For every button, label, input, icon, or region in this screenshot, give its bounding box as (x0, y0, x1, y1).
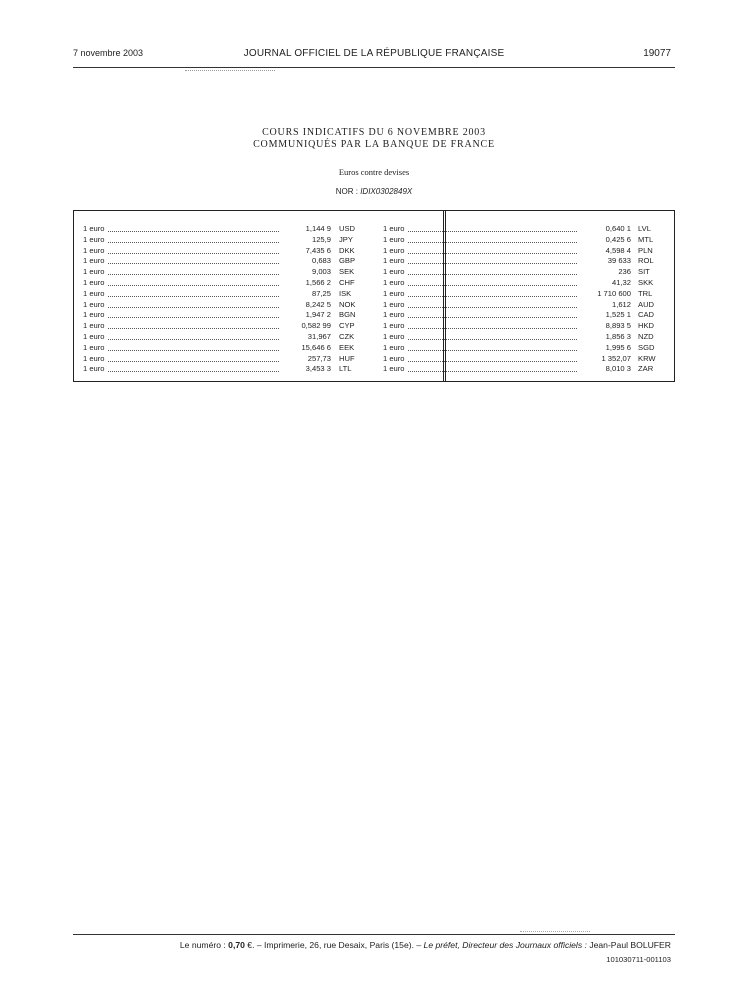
rate-unit: 1 euro (383, 288, 405, 298)
rate-row (383, 278, 665, 289)
currency-code: AUD (638, 299, 655, 309)
leader-dots (408, 371, 577, 372)
leader-dots (408, 361, 577, 362)
leader-dots (108, 328, 279, 329)
rate-value: 8,242 5 (305, 299, 331, 309)
nor-label: NOR : (335, 187, 358, 196)
currency-code: DKK (339, 245, 355, 255)
rate-row (83, 278, 371, 289)
leader-dots (108, 339, 279, 340)
rate-value: 15,646 6 (301, 342, 331, 352)
currency-code: MTL (638, 234, 654, 244)
rate-row (83, 300, 371, 311)
rate-row (383, 354, 665, 365)
currency-code: USD (339, 224, 356, 233)
rate-unit: 1 euro (83, 256, 105, 266)
header-rule-dotted (185, 70, 275, 71)
rate-unit: 1 euro (83, 267, 105, 277)
currency-code: KRW (638, 353, 656, 363)
rate-unit: 1 euro (383, 353, 405, 363)
currency-code: SKK (638, 277, 654, 287)
rate-unit: 1 euro (83, 353, 105, 363)
leader-dots (408, 317, 577, 318)
rate-row (383, 364, 665, 375)
rate-unit: 1 euro (83, 299, 105, 309)
rate-value: 39 633 (607, 256, 631, 266)
leader-dots (108, 371, 279, 372)
rate-unit: 1 euro (83, 321, 105, 331)
currency-code: NZD (638, 331, 654, 341)
rate-unit: 1 euro (383, 321, 405, 331)
currency-code: SIT (638, 267, 650, 277)
currency-code: LTL (339, 364, 352, 374)
leader-dots (108, 242, 279, 243)
footer-price: 0,70 (228, 940, 245, 950)
footer-rule-dotted (520, 931, 590, 932)
leader-dots (108, 285, 279, 286)
page-number: 19077 (643, 48, 671, 59)
footer-printer: €. – Imprimerie, 26, rue Desaix, Paris (15e). – (247, 940, 422, 950)
rate-value: 31,967 (307, 331, 331, 341)
currency-code: HKD (638, 321, 655, 331)
rate-value: 1,525 1 (605, 310, 631, 320)
rate-unit: 1 euro (383, 234, 405, 244)
footer-director-title: Le préfet, Directeur des Journaux officiels : (423, 940, 587, 950)
rate-row (83, 246, 371, 257)
rate-row (383, 267, 665, 278)
rate-unit: 1 euro (83, 310, 105, 320)
journal-title: JOURNAL OFFICIEL DE LA RÉPUBLIQUE FRANÇAISE (243, 48, 505, 59)
rate-unit: 1 euro (383, 277, 405, 287)
rate-unit: 1 euro (383, 364, 405, 374)
rate-value: 1,947 2 (305, 310, 331, 320)
currency-code: HUF (339, 353, 355, 363)
rate-unit: 1 euro (383, 245, 405, 255)
leader-dots (108, 274, 279, 275)
currency-code: TRL (638, 288, 653, 298)
rates-column-left (83, 224, 371, 375)
footer-rule (73, 934, 675, 935)
leader-dots (408, 285, 577, 286)
rate-row (83, 267, 371, 278)
rate-row (83, 224, 371, 235)
rate-value: 87,25 (311, 288, 331, 298)
rate-value: 3,453 3 (305, 364, 331, 374)
leader-dots (408, 253, 577, 254)
subtitle: Euros contre devises (338, 167, 410, 177)
rate-value: 0,425 6 (605, 234, 631, 244)
nor-reference (0, 187, 748, 196)
rate-row (383, 343, 665, 354)
currency-code: JPY (339, 234, 353, 244)
currency-code: EEK (339, 342, 355, 352)
rate-value: 0,640 1 (605, 224, 631, 233)
rate-row (383, 300, 665, 311)
rate-row (83, 235, 371, 246)
leader-dots (408, 307, 577, 308)
rate-unit: 1 euro (383, 224, 405, 233)
currency-code: CZK (339, 331, 355, 341)
leader-dots (408, 339, 577, 340)
rate-unit: 1 euro (383, 256, 405, 266)
leader-dots (408, 328, 577, 329)
leader-dots (408, 296, 577, 297)
rate-unit: 1 euro (83, 331, 105, 341)
leader-dots (108, 317, 279, 318)
rate-row (383, 321, 665, 332)
leader-dots (108, 296, 279, 297)
header-rule (73, 67, 675, 68)
rate-unit: 1 euro (383, 267, 405, 277)
rate-unit: 1 euro (83, 342, 105, 352)
footer-line (73, 940, 671, 950)
leader-dots (408, 350, 577, 351)
rate-unit: 1 euro (83, 364, 105, 374)
rate-row (83, 310, 371, 321)
currency-code: PLN (638, 245, 653, 255)
rate-row (383, 310, 665, 321)
header-date: 7 novembre 2003 (73, 48, 144, 58)
leader-dots (108, 307, 279, 308)
rate-value: 1 352,07 (601, 353, 631, 363)
rate-row (383, 289, 665, 300)
rate-row (83, 289, 371, 300)
currency-code: GBP (339, 256, 356, 266)
rate-value: 236 (618, 267, 631, 277)
rate-unit: 1 euro (83, 234, 105, 244)
rate-value: 257,73 (307, 353, 331, 363)
rate-value: 1 710 600 (597, 288, 631, 298)
currency-code: CHF (339, 277, 355, 287)
title-line-2: COMMUNIQUÉS PAR LA BANQUE DE FRANCE (253, 139, 495, 150)
rate-value: 7,435 6 (305, 245, 331, 255)
currency-code: LVL (638, 224, 651, 233)
rate-value: 4,598 4 (605, 245, 631, 255)
rate-unit: 1 euro (83, 288, 105, 298)
currency-code: CYP (339, 321, 355, 331)
footer-prefix: Le numéro : (179, 940, 226, 950)
leader-dots (108, 253, 279, 254)
footer-code: 101030711-001103 (606, 955, 671, 964)
rate-value: 1,612 (611, 299, 631, 309)
nor-code: IDIX0302849X (360, 187, 413, 196)
rate-unit: 1 euro (383, 310, 405, 320)
currency-code: NOK (339, 299, 356, 309)
rate-unit: 1 euro (383, 342, 405, 352)
leader-dots (408, 263, 577, 264)
rate-unit: 1 euro (383, 299, 405, 309)
title-line-1: COURS INDICATIFS DU 6 NOVEMBRE 2003 (262, 127, 486, 138)
rate-value: 1,566 2 (305, 277, 331, 287)
rate-unit: 1 euro (83, 245, 105, 255)
rate-row (83, 343, 371, 354)
currency-code: ROL (638, 256, 654, 266)
rate-value: 1,856 3 (605, 331, 631, 341)
rate-row (83, 354, 371, 365)
rate-row (383, 224, 665, 235)
currency-code: ZAR (638, 364, 654, 374)
leader-dots (108, 350, 279, 351)
leader-dots (408, 242, 577, 243)
rate-value: 41,32 (611, 277, 631, 287)
rate-row (383, 235, 665, 246)
rate-value: 1,995 6 (605, 342, 631, 352)
document-title (0, 127, 748, 151)
rate-value: 8,893 5 (605, 321, 631, 331)
leader-dots (108, 263, 279, 264)
currency-code: BGN (339, 310, 356, 320)
rates-column-right (383, 224, 665, 375)
rate-value: 9,003 (311, 267, 331, 277)
rate-value: 0,683 (311, 256, 331, 266)
rate-value: 1,144 9 (305, 224, 331, 233)
rate-row (83, 321, 371, 332)
exchange-rate-table (73, 210, 675, 382)
currency-code: SGD (638, 342, 655, 352)
rate-unit: 1 euro (383, 331, 405, 341)
currency-code: ISK (339, 288, 352, 298)
footer-signatory: Jean-Paul BOLUFER (589, 940, 671, 950)
rate-unit: 1 euro (83, 224, 105, 233)
rate-unit: 1 euro (83, 277, 105, 287)
rate-row (383, 256, 665, 267)
leader-dots (408, 231, 577, 232)
rate-value: 8,010 3 (605, 364, 631, 374)
rate-row (383, 332, 665, 343)
leader-dots (408, 274, 577, 275)
rate-row (83, 364, 371, 375)
currency-code: SEK (339, 267, 355, 277)
rate-value: 0,582 99 (301, 321, 331, 331)
rate-row (83, 332, 371, 343)
rate-row (83, 256, 371, 267)
currency-code: CAD (638, 310, 655, 320)
rate-row (383, 246, 665, 257)
leader-dots (108, 361, 279, 362)
rate-value: 125,9 (311, 234, 331, 244)
leader-dots (108, 231, 279, 232)
